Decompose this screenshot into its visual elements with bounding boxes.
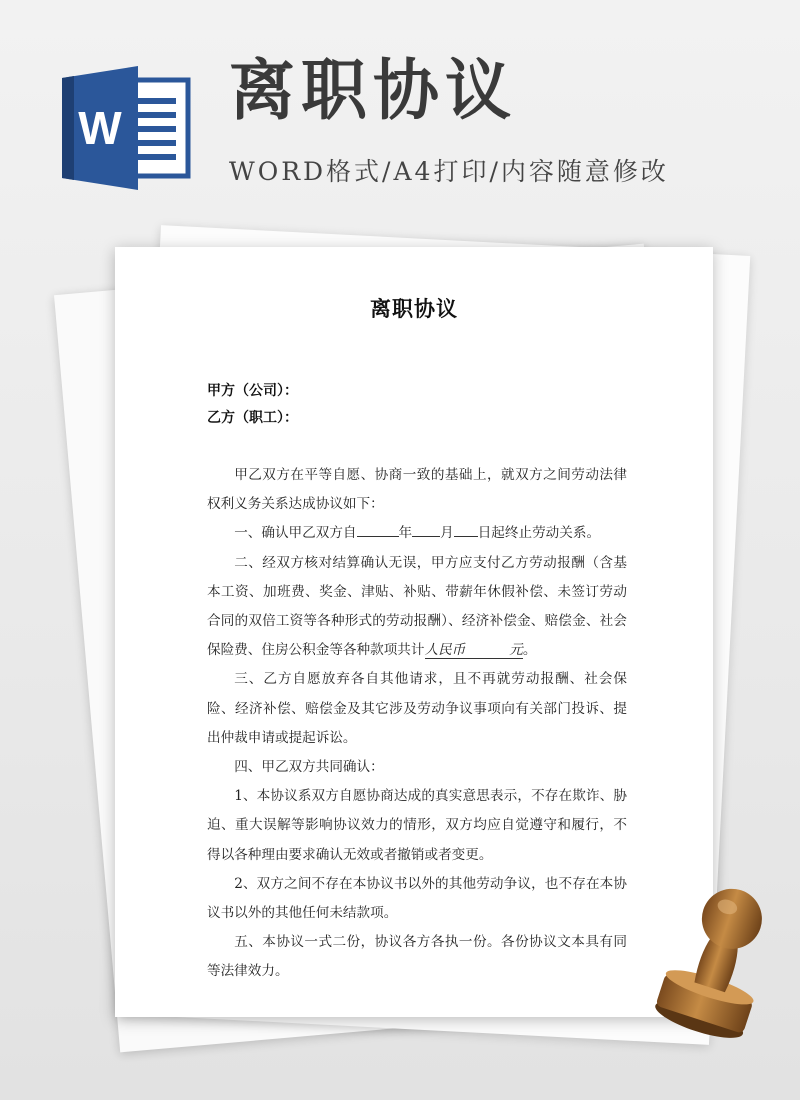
document-page [115, 247, 713, 1017]
document-body [207, 461, 627, 987]
clause-4-1: 1、本协议系双方自愿协商达成的真实意思表示，不存在欺诈、胁迫、重大误解等影响协议效力的情形，双方均应自觉遵守和履行，不得以各种理由要求确认无效或者撤销或者变更。 [207, 788, 627, 863]
clause-1-end: 日起终止劳动关系。 [477, 525, 601, 542]
amount-currency: 人民币 [425, 642, 510, 659]
word-logo-icon [62, 66, 192, 190]
subtitle: WORD格式/A4打印/内容随意修改 [229, 157, 669, 186]
year-label: 年 [398, 525, 413, 542]
clause-2 [207, 549, 627, 666]
clause-3: 三、乙方自愿放弃各自其他请求，且不再就劳动报酬、社会保险、经济补偿、赔偿金及其它涉及劳动争议事项向有关部门投诉、提出仲裁申请或提起诉讼。 [207, 671, 627, 746]
year-blank [357, 522, 399, 537]
clause-4-2: 2、双方之间不存在本协议书以外的其他劳动争议，也不存在本协议书以外的其他任何未结款项。 [207, 875, 627, 922]
month-blank [412, 522, 440, 537]
word-logo-letter: W [78, 102, 122, 154]
month-label: 月 [440, 525, 454, 542]
amount-unit: 元 [509, 642, 523, 659]
main-title: 离职协议 [229, 52, 517, 129]
party-b-label: 乙方（职工）： [207, 410, 298, 426]
document-title: 离职协议 [370, 297, 458, 321]
day-blank [454, 522, 478, 537]
clause-2-end: 。 [522, 642, 537, 659]
party-a-label: 甲方（公司）： [207, 383, 298, 399]
clause-1-text: 一、确认甲乙双方自 [234, 525, 357, 542]
wooden-stamp-icon [642, 870, 792, 1040]
clause-4: 四、甲乙双方共同确认： [234, 759, 384, 776]
intro-paragraph: 甲乙双方在平等自愿、协商一致的基础上，就双方之间劳动法律权利义务关系达成协议如下： [207, 467, 627, 513]
clause-2-text: 二、经双方核对结算确认无误，甲方应支付乙方劳动报酬（含基本工资、加班费、奖金、津贴、补贴、带薪年休假补偿、未签订劳动合同的双倍工资等各种形式的劳动报酬）、经济补偿金、赔偿金、社会保险费、住房公积金等各种款项共计 [207, 554, 627, 659]
clause-1 [207, 519, 627, 548]
clause-5: 五、本协议一式二份，协议各方各执一份。各份协议文本具有同等法律效力。 [207, 934, 627, 980]
